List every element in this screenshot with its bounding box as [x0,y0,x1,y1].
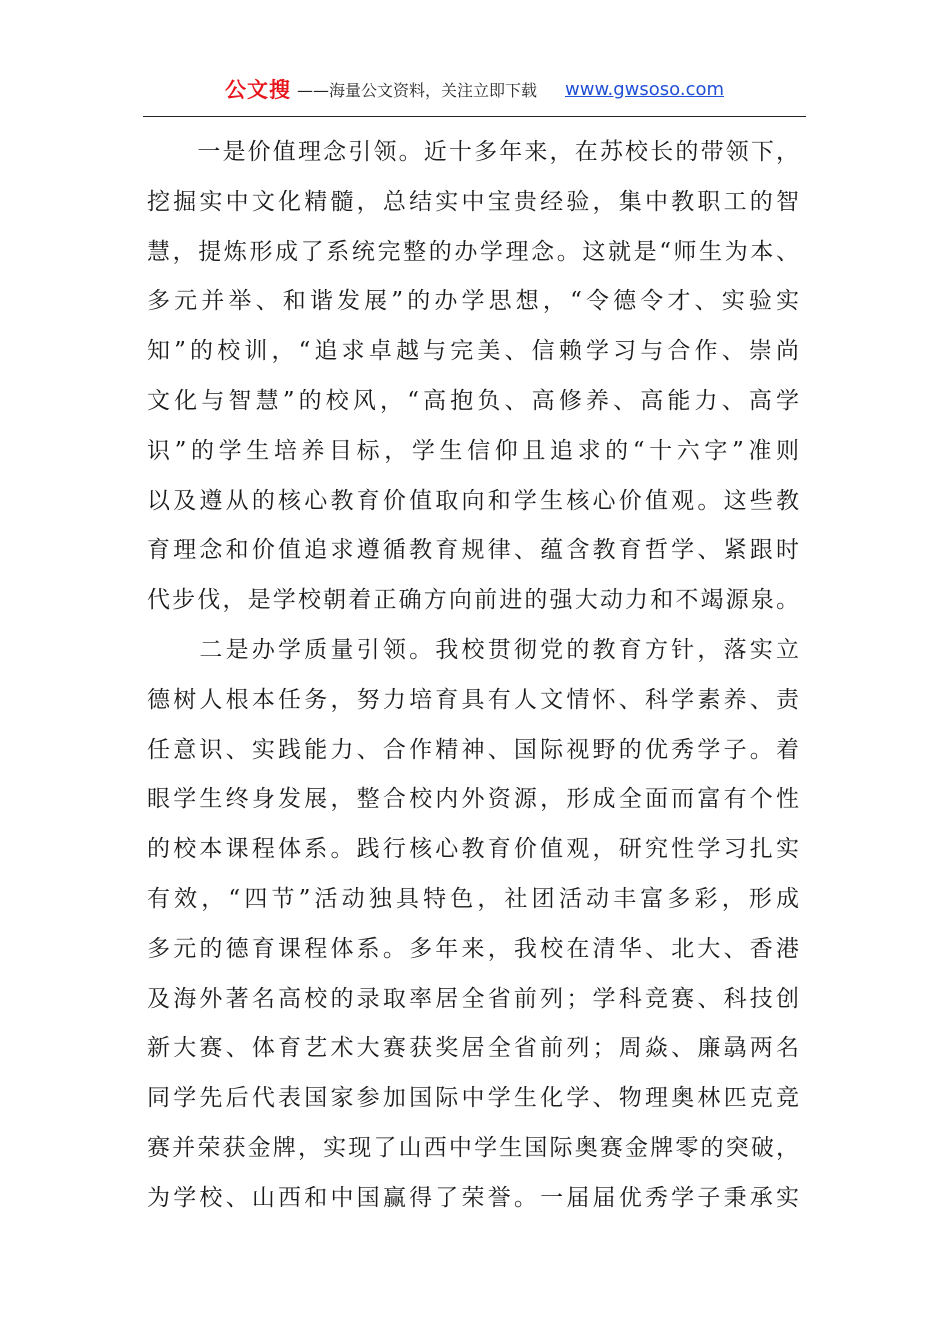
body-text-line: 德树人根本任务，努力培育具有人文情怀、科学素养、责 [147,686,799,713]
body-text-line: 为学校、山西和中国赢得了荣誉。一届届优秀学子秉承实 [147,1184,799,1211]
body-text-line: 文化与智慧”的校风，“高抱负、高修养、高能力、高学 [147,387,799,414]
body-text-line: 多元并举、和谐发展”的办学思想，“令德令才、实验实 [147,288,799,315]
body-text-line: 有效，“四节”活动独具特色，社团活动丰富多彩，形成 [147,885,799,912]
website-link[interactable]: www.gwsoso.com [565,78,725,100]
body-text-line: 二是办学质量引领。我校贯彻党的教育方针，落实立 [147,636,799,663]
header-tagline: ——海量公文资料，关注立即下载 [296,80,537,100]
body-text-line: 同学先后代表国家参加国际中学生化学、物理奥林匹克竞 [147,1085,799,1112]
body-text-line: 眼学生终身发展，整合校内外资源，形成全面而富有个性 [147,786,799,813]
body-text-line: 新大赛、体育艺术大赛获奖居全省前列；周焱、廉骉两名 [147,1035,799,1062]
body-text-line: 的校本课程体系。践行核心教育价值观，研究性学习扎实 [147,836,799,863]
body-text-line: 育理念和价值追求遵循教育规律、蕴含教育哲学、紧跟时 [147,537,799,564]
body-text-line: 知”的校训，“追求卓越与完美、信赖学习与合作、崇尚 [147,338,799,365]
body-text-line: 以及遵从的核心教育价值取向和学生核心价值观。这些教 [147,487,799,514]
header-divider [143,116,806,117]
body-text-line: 任意识、实践能力、合作精神、国际视野的优秀学子。着 [147,736,799,763]
body-text-line: 代步伐，是学校朝着正确方向前进的强大动力和不竭源泉。 [147,587,799,614]
body-text-line: 及海外著名高校的录取率居全省前列；学科竞赛、科技创 [147,985,799,1012]
body-text-line: 一是价值理念引领。近十多年来，在苏校长的带领下， [147,139,799,165]
document-body [147,128,799,1224]
body-text-line: 挖掘实中文化精髓，总结实中宝贵经验，集中教职工的智 [147,188,799,215]
body-text-line: 慧，提炼形成了系统完整的办学理念。这就是“师生为本、 [147,238,799,265]
brand-logo-text: 公文搜 [224,78,291,102]
body-text-line: 赛并荣获金牌，实现了山西中学生国际奥赛金牌零的突破， [147,1134,799,1161]
body-text-line: 多元的德育课程体系。多年来，我校在清华、北大、香港 [147,935,799,962]
body-text-line: 识”的学生培养目标，学生信仰且追求的“十六字”准则 [147,437,799,464]
page-header [143,70,806,108]
